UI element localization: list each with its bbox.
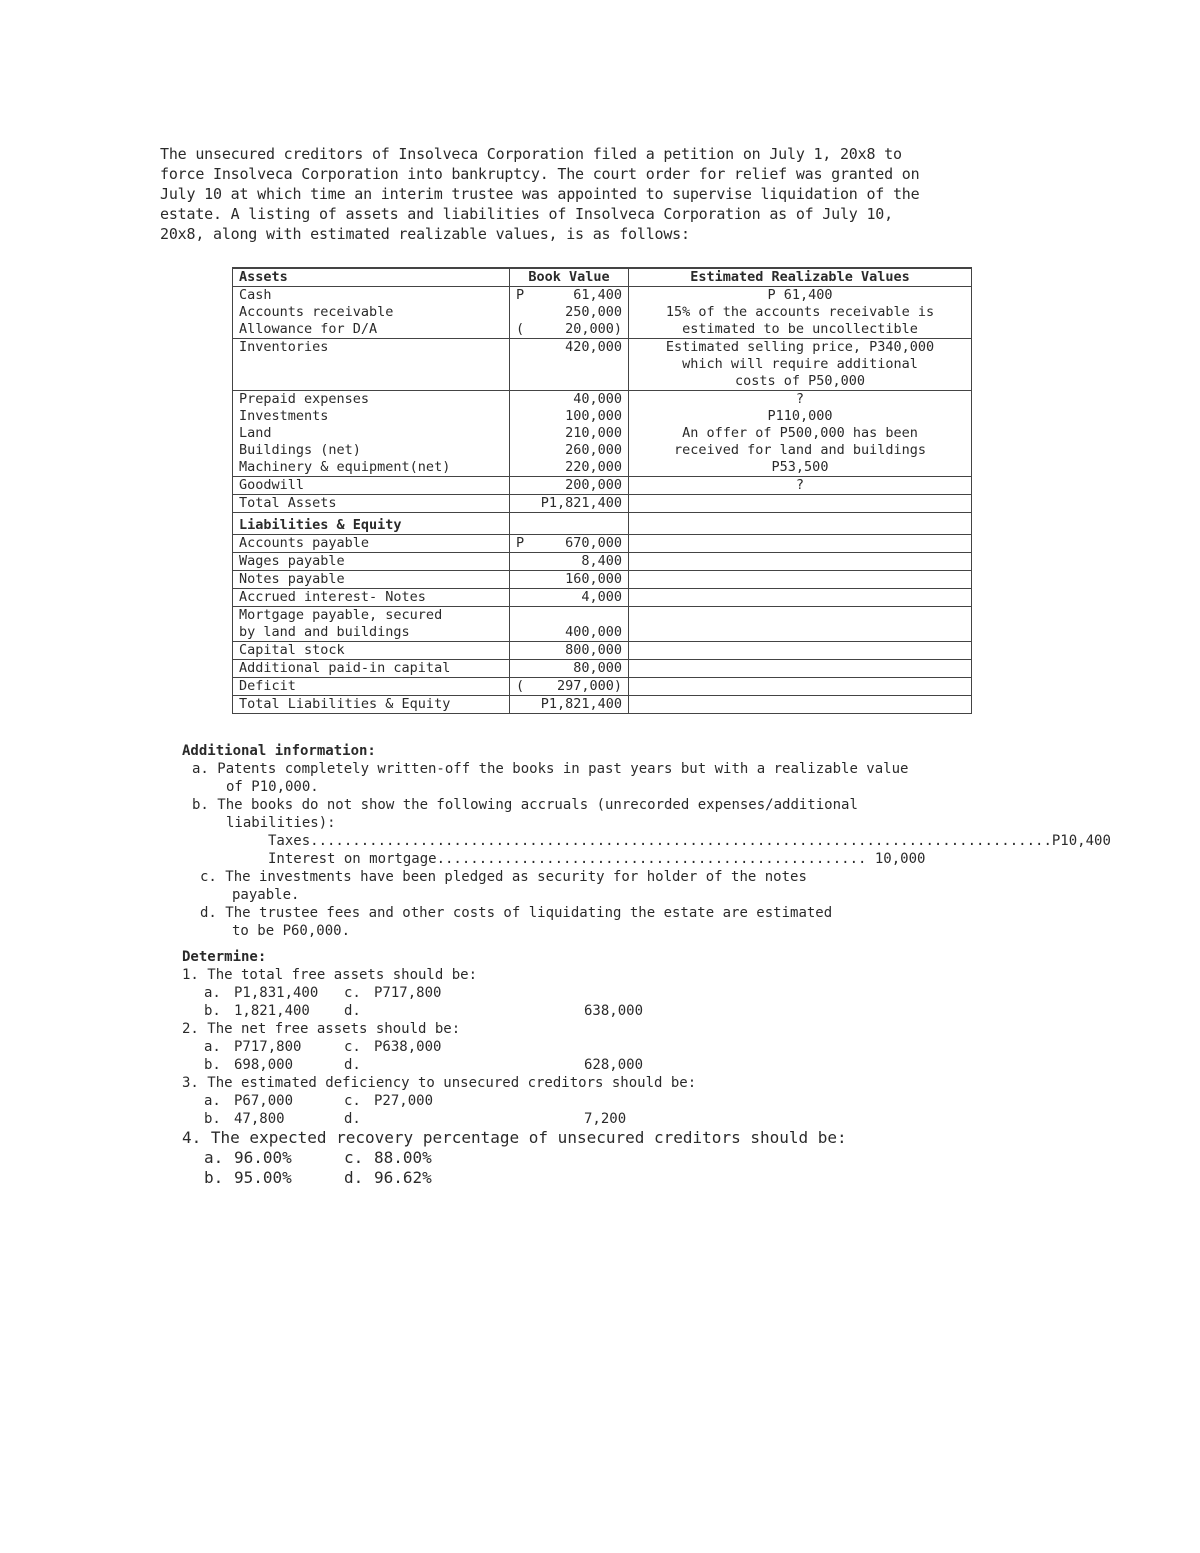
row-item: Accrued interest- Notes [233,589,510,607]
book-amount: 160,000 [565,571,622,587]
intro-line: The unsecured creditors of Insolvecа Corporation filed a petition on July 1, 20x8 to [160,145,902,163]
answer-option: b. [204,1003,221,1019]
row-book-value [510,321,629,339]
row-book-value [510,571,629,589]
question: 4. The expected recovery percentage of unsecured creditors should be: [182,1128,847,1147]
answer-option: d. [344,1003,361,1019]
answer-option: 1,821,400 [234,1003,310,1019]
answer-option [484,984,584,1002]
answer-option [484,1056,584,1074]
intro-line: estate. A listing of assets and liabilities of Insolveca Corporation as of July 10, [160,205,893,223]
row-book-value [510,624,629,642]
determine-section [182,948,1022,1188]
row-book-value [510,391,629,409]
asset-row [233,321,972,339]
answer-option [584,1038,674,1056]
row-book-value [510,287,629,305]
row-item: Wages payable [233,553,510,571]
row-book-value [510,425,629,442]
liabilities-header-row [233,513,972,535]
row-item: Total Assets [233,495,510,513]
question: 1. The total free assets should be: [182,967,478,983]
book-amount: 40,000 [573,391,622,407]
accrual-interest: Interest on mortgage................................................... 10,000 [268,851,926,867]
row-item: Accounts payable [233,535,510,553]
answer-option: P717,800 [234,1039,302,1055]
liability-row [233,607,972,625]
row-erv [629,696,972,714]
row-erv [629,442,972,459]
row-erv [629,553,972,571]
info-item-c-cont: payable. [232,887,300,903]
answer-options [204,1148,1022,1168]
book-amount: 800,000 [565,642,622,658]
book-amount: 20,000) [565,321,622,337]
answer-options [204,1056,1022,1074]
book-amount: 200,000 [565,477,622,493]
asset-row [233,495,972,513]
book-amount: 4,000 [581,589,622,605]
answer-option: a. [204,985,221,1001]
info-item-c: c. The investments have been pledged as security for holder of the notes [200,869,807,885]
intro-paragraph [160,144,1050,244]
erv-line: ? [795,477,805,493]
erv-line: Estimated selling price, P340,000 [665,339,935,355]
book-amount: 250,000 [565,304,622,320]
answer-option [584,984,674,1002]
answer-option: P67,000 [234,1093,294,1109]
answer-option: c. [344,1093,361,1109]
answer-options [204,1168,1022,1188]
answer-option: c. [344,985,361,1001]
answer-options [204,1002,1022,1020]
answer-option: b. [204,1111,221,1127]
row-item: Prepaid expenses [233,391,510,409]
row-item: Goodwill [233,477,510,495]
erv-line: which will require additional [682,356,918,372]
row-item: by land and buildings [233,624,510,642]
question: 3. The estimated deficiency to unsecured creditors should be: [182,1075,697,1091]
row-item: Liabilities & Equity [233,513,510,535]
header-assets: Assets [233,268,510,287]
row-item: Buildings (net) [233,442,510,459]
answer-option: a. [204,1039,221,1055]
row-book-value [510,553,629,571]
answer-options [204,1110,1022,1128]
table-header-row [233,268,972,287]
row-item: Inventories [233,339,510,391]
answer-option: 638,000 [584,1003,644,1019]
answer-option [484,1092,584,1110]
row-erv [629,513,972,535]
asset-row [233,391,972,409]
row-item: Mortgage payable, secured [233,607,510,625]
erv-line: P 61,400 [767,287,833,303]
row-book-value [510,477,629,495]
liability-row [233,553,972,571]
book-prefix: P [516,535,525,551]
header-erv: Estimated Realizable Values [629,268,972,287]
row-erv [629,678,972,696]
row-book-value [510,408,629,425]
answer-option [484,1168,584,1188]
book-amount: 670,000 [565,535,622,551]
erv-line: 15% of the accounts receivable is [665,304,935,320]
intro-line: 20x8, along with estimated realizable values, is as follows: [160,225,690,243]
row-erv [629,287,972,305]
answer-option: b. [204,1057,221,1073]
row-erv [629,477,972,495]
answer-option [484,1148,584,1168]
row-item: Deficit [233,678,510,696]
erv-line: costs of P50,000 [734,373,866,389]
answer-option: a. [204,1093,221,1109]
answer-option: P638,000 [374,1039,442,1055]
answer-option: 95.00% [234,1168,292,1187]
additional-heading: Additional information: [182,743,376,759]
question-list [182,966,1022,1188]
answer-option: 628,000 [584,1057,644,1073]
answer-option [584,1092,674,1110]
row-erv [629,624,972,642]
answer-option: c. [344,1148,364,1167]
header-book-value: Book Value [510,268,629,287]
row-book-value [510,678,629,696]
answer-option: 47,800 [234,1111,285,1127]
answer-option: c. [344,1039,361,1055]
answer-option [374,1002,484,1020]
row-erv [629,408,972,425]
book-amount: 61,400 [573,287,622,303]
answer-option: b. [204,1168,224,1187]
answer-options [204,1092,1022,1110]
book-amount: 80,000 [573,660,622,676]
asset-row [233,408,972,425]
info-item-a-cont: of P10,000. [226,779,319,795]
book-amount: 420,000 [565,339,622,355]
asset-row [233,425,972,442]
book-prefix: ( [516,678,525,694]
book-amount: 400,000 [565,624,622,640]
liability-row [233,642,972,660]
book-prefix: ( [516,321,525,337]
book-amount: 8,400 [581,553,622,569]
row-book-value [510,642,629,660]
row-erv [629,589,972,607]
answer-option [484,1038,584,1056]
liability-row [233,535,972,553]
info-item-d: d. The trustee fees and other costs of liquidating the estate are estimated [200,905,833,921]
liability-row [233,678,972,696]
liability-row [233,696,972,714]
row-book-value [510,442,629,459]
book-amount: 100,000 [565,408,622,424]
asset-row [233,442,972,459]
assets-liabilities-table [232,267,972,714]
info-item-b: b. The books do not show the following accruals (unrecorded expenses/additional [192,797,858,813]
row-erv [629,304,972,321]
answer-options [204,1038,1022,1056]
erv-line: estimated to be uncollectible [682,321,918,337]
asset-row [233,477,972,495]
info-item-d-cont: to be P60,000. [232,923,351,939]
erv-line: An offer of P500,000 has been [682,425,918,441]
row-book-value [510,535,629,553]
row-book-value [510,304,629,321]
row-item: Additional paid-in capital [233,660,510,678]
answer-options [204,984,1022,1002]
row-book-value [510,696,629,714]
row-item: Notes payable [233,571,510,589]
answer-option [484,1002,584,1020]
row-book-value [510,513,629,535]
answer-option [374,1110,484,1128]
liability-row [233,589,972,607]
row-erv [629,321,972,339]
additional-information [182,742,1111,940]
liability-row [233,624,972,642]
row-erv [629,571,972,589]
answer-option: P27,000 [374,1093,434,1109]
row-book-value [510,495,629,513]
row-item: Land [233,425,510,442]
erv-line: P53,500 [771,459,829,475]
row-erv [629,660,972,678]
answer-option: 96.62% [374,1168,432,1187]
asset-row [233,339,972,391]
row-book-value [510,589,629,607]
row-item: Total Liabilities & Equity [233,696,510,714]
asset-row [233,287,972,305]
question: 2. The net free assets should be: [182,1021,461,1037]
book-prefix: P [516,287,525,303]
book-amount: P1,821,400 [540,696,622,712]
answer-option: d. [344,1057,361,1073]
row-book-value [510,459,629,477]
intro-line: July 10 at which time an interim trustee was appointed to supervise liquidation of the [160,185,920,203]
answer-option: 88.00% [374,1148,432,1167]
liability-row [233,571,972,589]
row-item: Allowance for D/A [233,321,510,339]
book-amount: 220,000 [565,459,622,475]
row-erv [629,339,972,391]
answer-option: d. [344,1168,364,1187]
row-erv [629,391,972,409]
determine-heading: Determine: [182,949,267,965]
erv-line: received for land and buildings [674,442,926,458]
row-item: Capital stock [233,642,510,660]
liability-row [233,660,972,678]
accrual-taxes: Taxes........................................................................................P10,400 [268,833,1111,849]
info-item-a: a. Patents completely written-off the books in past years but with a realizable value [192,761,909,777]
row-erv [629,425,972,442]
row-item: Cash [233,287,510,305]
answer-option: a. [204,1148,224,1167]
answer-option: 698,000 [234,1057,294,1073]
row-book-value [510,607,629,625]
row-item: Machinery & equipment(net) [233,459,510,477]
info-item-b-cont: liabilities): [226,815,336,831]
erv-line: P110,000 [767,408,833,424]
row-book-value [510,339,629,391]
row-erv [629,607,972,625]
asset-row [233,459,972,477]
intro-line: force Insolveca Corporation into bankruptcy. The court order for relief was granted on [160,165,920,183]
book-amount: 210,000 [565,425,622,441]
answer-option: 96.00% [234,1148,292,1167]
erv-line: ? [795,391,805,407]
answer-option: P717,800 [374,985,442,1001]
book-amount: 297,000) [556,678,622,694]
answer-option: P1,831,400 [234,985,319,1001]
answer-option: d. [344,1111,361,1127]
book-amount: P1,821,400 [540,495,622,511]
answer-option [584,1148,674,1168]
answer-option [484,1110,584,1128]
answer-option [374,1056,484,1074]
row-erv [629,459,972,477]
row-erv [629,535,972,553]
row-item: Investments [233,408,510,425]
asset-row [233,304,972,321]
row-erv [629,642,972,660]
row-item: Accounts receivable [233,304,510,321]
row-erv [629,495,972,513]
row-book-value [510,660,629,678]
answer-option: 7,200 [584,1111,627,1127]
book-amount: 260,000 [565,442,622,458]
answer-option [584,1168,674,1188]
